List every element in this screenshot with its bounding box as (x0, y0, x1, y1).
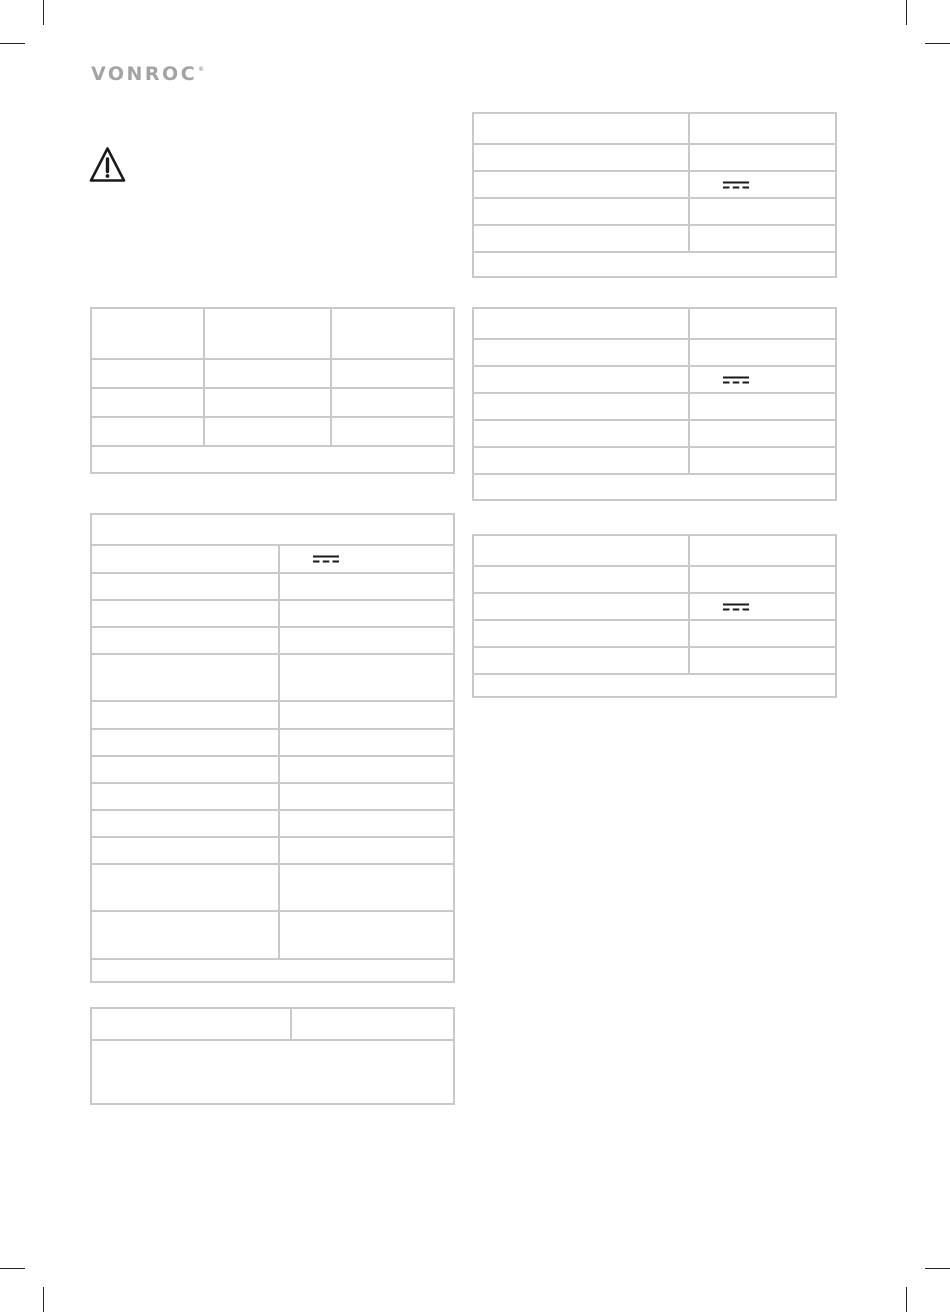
table-cell (688, 145, 835, 170)
table-row (92, 700, 453, 728)
table-cell (474, 621, 688, 646)
table-cell (278, 655, 453, 700)
table-cell (688, 594, 835, 619)
table-header-row (92, 309, 453, 358)
table-row (92, 863, 453, 910)
table-cell (474, 309, 688, 338)
table-right-middle (472, 307, 837, 501)
table-row (92, 728, 453, 755)
table-row (474, 673, 835, 675)
table-cell (688, 394, 835, 419)
table-row (92, 755, 453, 782)
crop-mark (43, 0, 44, 25)
table-cell (278, 912, 453, 958)
table-cell (278, 784, 453, 809)
table-cell (92, 601, 278, 626)
table-row (92, 626, 453, 653)
table-cell (474, 340, 688, 365)
table-cell (278, 574, 453, 599)
table-cell (92, 838, 278, 863)
table-cell (688, 309, 835, 338)
table-cell (92, 865, 278, 910)
table-row (92, 958, 453, 960)
table-cell (278, 865, 453, 910)
table-cell (92, 1009, 290, 1039)
table-row (474, 251, 835, 253)
table-cell (92, 389, 203, 416)
table-cell (92, 912, 278, 958)
table-left-three-column (90, 307, 455, 474)
table-row (92, 599, 453, 626)
direct-current-symbol-icon (723, 181, 749, 189)
table-row (92, 387, 453, 416)
table-cell (92, 418, 203, 445)
table-row (474, 473, 835, 475)
table-cell (92, 360, 203, 387)
table-cell (688, 172, 835, 197)
table-row (92, 836, 453, 863)
table-cell (474, 421, 688, 446)
trademark-mark: ® (198, 66, 205, 73)
table-cell (92, 309, 203, 358)
table-row (474, 592, 835, 619)
table-cell (688, 621, 835, 646)
table-row (474, 392, 835, 419)
table-cell (92, 702, 278, 728)
crop-mark (0, 1268, 25, 1269)
table-cell (688, 114, 835, 143)
table-header-row (92, 515, 453, 544)
table-cell (688, 421, 835, 446)
table-row (92, 653, 453, 700)
table-cell (92, 546, 278, 572)
table-row (474, 419, 835, 446)
table-row (474, 170, 835, 197)
table-cell (688, 648, 835, 673)
table-cell (278, 730, 453, 755)
table-cell (92, 628, 278, 653)
table-row (474, 224, 835, 251)
table-cell (278, 757, 453, 782)
table-cell (688, 199, 835, 224)
table-cell (688, 226, 835, 251)
table-cell (474, 448, 688, 473)
table-cell (474, 567, 688, 592)
table-header-row (474, 309, 835, 338)
table-cell (92, 655, 278, 700)
table-cell (474, 394, 688, 419)
table-cell (278, 838, 453, 863)
table-row (474, 619, 835, 646)
table-cell (92, 757, 278, 782)
table-row (474, 197, 835, 224)
table-cell (278, 546, 453, 572)
table-row (92, 445, 453, 447)
table-cell (278, 702, 453, 728)
table-row (474, 646, 835, 673)
table-cell (92, 730, 278, 755)
table-cell (330, 360, 453, 387)
table-row (92, 416, 453, 445)
table-cell (203, 360, 330, 387)
table-cell (330, 389, 453, 416)
table-cell (688, 567, 835, 592)
table-cell (92, 574, 278, 599)
crop-mark (906, 1287, 907, 1312)
table-header-row (474, 114, 835, 143)
crop-mark (925, 1268, 950, 1269)
table-cell (474, 536, 688, 565)
table-cell (688, 340, 835, 365)
table-row (92, 809, 453, 836)
table-header-row (92, 1009, 453, 1039)
table-left-bottom (90, 1007, 455, 1105)
crop-mark (906, 0, 907, 25)
table-row (92, 1039, 453, 1041)
table-cell (474, 648, 688, 673)
table-cell (92, 515, 453, 544)
table-cell (474, 172, 688, 197)
table-cell (278, 628, 453, 653)
table-cell (203, 309, 330, 358)
table-cell (290, 1009, 453, 1039)
table-row (474, 565, 835, 592)
table-row (92, 572, 453, 599)
table-cell (474, 199, 688, 224)
table-right-top (472, 112, 837, 278)
table-row (474, 338, 835, 365)
table-cell (278, 601, 453, 626)
table-cell (474, 226, 688, 251)
table-cell (330, 418, 453, 445)
table-row (92, 544, 453, 572)
table-cell (278, 811, 453, 836)
warning-triangle-icon (89, 146, 126, 183)
table-row (92, 910, 453, 958)
table-cell (688, 448, 835, 473)
table-cell (474, 114, 688, 143)
table-row (474, 365, 835, 392)
table-row (474, 446, 835, 473)
table-row (92, 782, 453, 809)
table-left-specs (90, 513, 455, 983)
table-cell (688, 367, 835, 392)
crop-mark (0, 43, 25, 44)
table-cell (92, 784, 278, 809)
table-row (474, 143, 835, 170)
direct-current-symbol-icon (723, 603, 749, 611)
direct-current-symbol-icon (723, 376, 749, 384)
brand-logo-text: VONROC (91, 63, 198, 85)
table-cell (330, 309, 453, 358)
table-cell (474, 367, 688, 392)
table-header-row (474, 536, 835, 565)
table-cell (203, 418, 330, 445)
table-right-bottom (472, 534, 837, 698)
table-cell (688, 536, 835, 565)
table-cell (474, 145, 688, 170)
crop-mark (43, 1287, 44, 1312)
table-cell (474, 594, 688, 619)
table-cell (92, 811, 278, 836)
table-row (92, 358, 453, 387)
crop-mark (925, 43, 950, 44)
table-cell (203, 389, 330, 416)
direct-current-symbol-icon (313, 555, 339, 563)
brand-logo (91, 63, 204, 85)
